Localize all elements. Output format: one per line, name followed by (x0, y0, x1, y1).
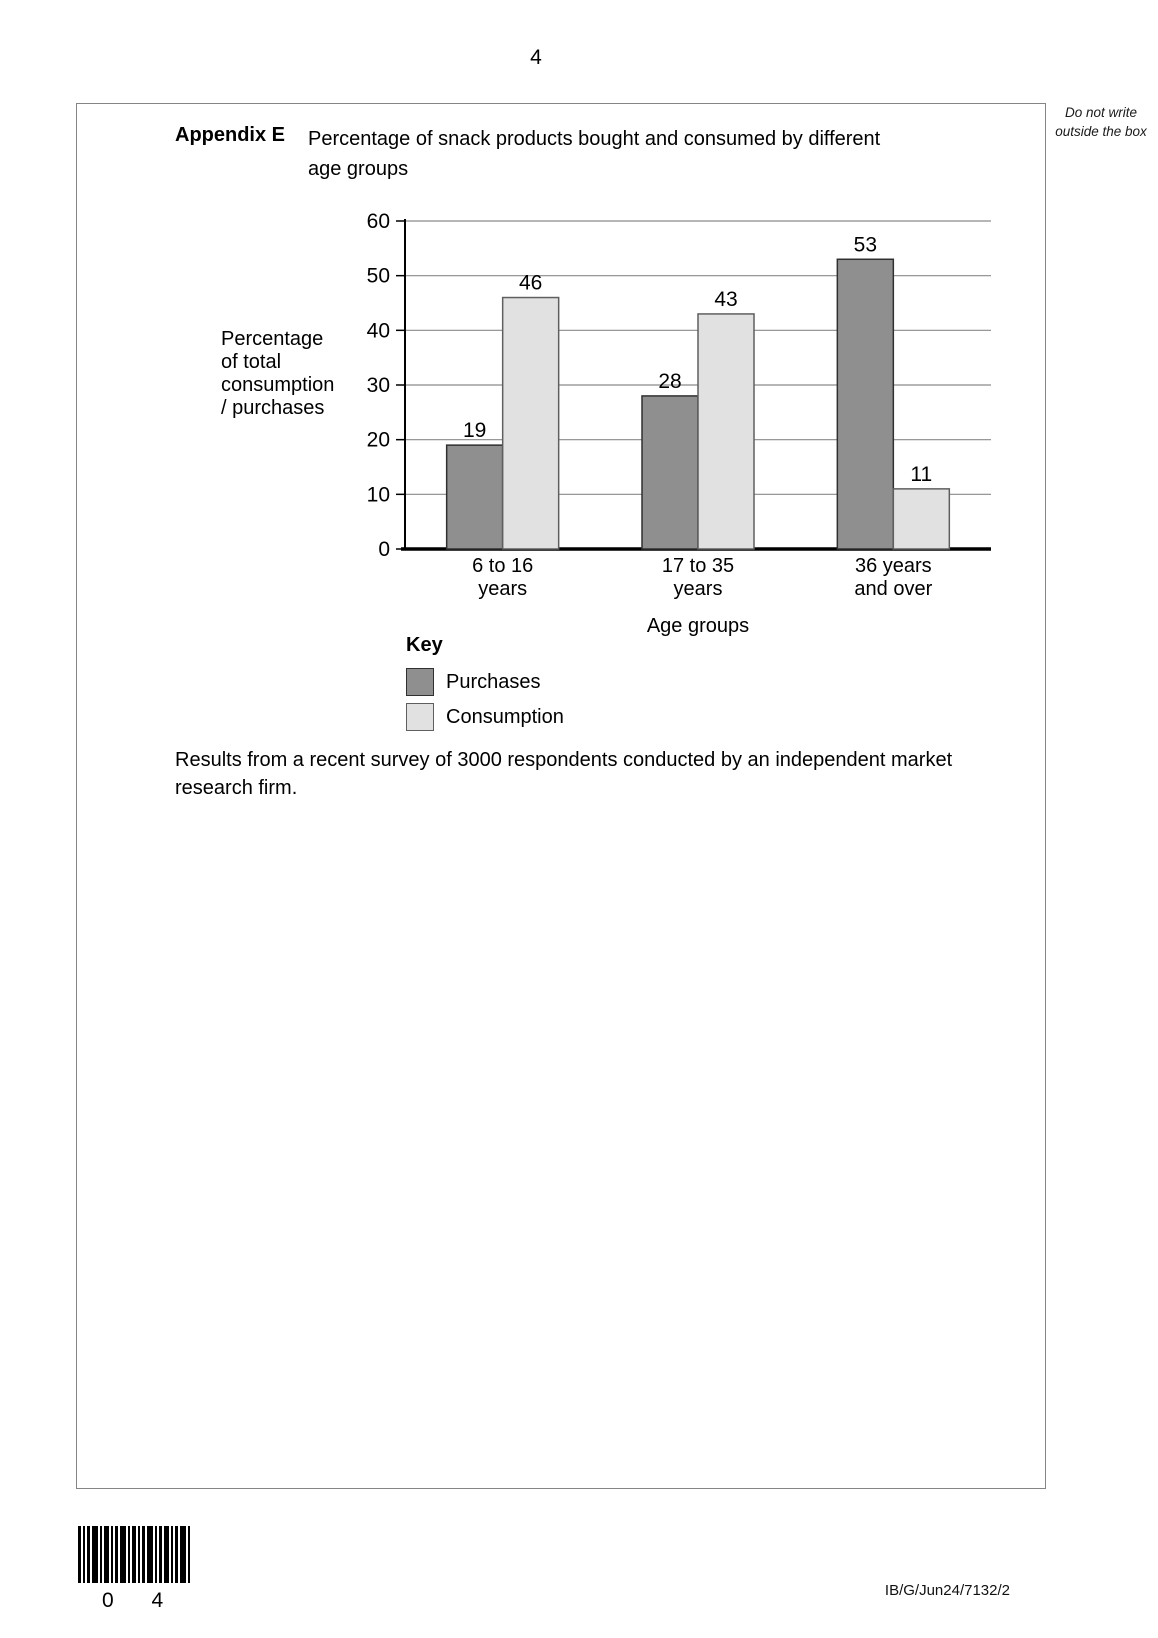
y-tick-label: 40 (366, 319, 390, 343)
bar-purchases-0 (447, 445, 503, 549)
legend-item-consumption (406, 703, 564, 731)
legend-swatch-consumption (406, 703, 434, 731)
bar-value-label: 46 (518, 271, 543, 295)
x-axis-title: Age groups (646, 615, 750, 637)
footer-reference-code: IB/G/Jun24/7132/2 (884, 1582, 1010, 1599)
y-axis-title: consumption (221, 374, 335, 396)
x-tick-label: years (673, 578, 723, 600)
legend-rows (406, 668, 564, 731)
y-tick-label: 20 (366, 428, 390, 452)
barcode-block (78, 1526, 190, 1613)
chart-legend (406, 634, 564, 738)
x-tick-label: 17 to 35 (661, 555, 735, 577)
bar-value-label: 53 (853, 233, 878, 257)
margin-note: Do not write outside the box (1055, 105, 1147, 139)
appendix-label: Appendix E (175, 124, 286, 146)
y-axis-title: Percentage (221, 328, 324, 350)
bar-consumption-0 (503, 298, 559, 549)
y-tick-label: 50 (366, 264, 390, 288)
y-tick-label: 60 (366, 210, 390, 233)
bar-consumption-1 (698, 314, 754, 549)
x-tick-label: 6 to 16 (472, 555, 534, 577)
y-tick-label: 30 (366, 374, 390, 397)
y-tick-label: 10 (366, 483, 390, 507)
legend-item-purchases (406, 668, 564, 696)
content-box (76, 103, 1046, 1489)
barcode (78, 1526, 190, 1583)
survey-note: Results from a recent survey of 3000 respondents conducted by an independent market research firm. (175, 749, 953, 799)
y-axis-title: / purchases (221, 397, 325, 419)
y-axis-title: of total (221, 351, 282, 373)
bar-consumption-2 (893, 489, 949, 549)
bar-purchases-1 (642, 396, 698, 549)
legend-label: Purchases (446, 670, 541, 693)
bar-value-label: 11 (910, 462, 933, 486)
x-tick-label: 36 years (854, 555, 932, 577)
appendix-heading (175, 124, 914, 184)
bar-value-label: 28 (658, 369, 682, 393)
legend-label: Consumption (446, 705, 564, 728)
page-number: 4 (530, 46, 542, 69)
legend-title: Key (406, 634, 443, 656)
bar-purchases-2 (837, 259, 893, 549)
bar-value-label: 43 (714, 287, 738, 311)
legend-swatch-purchases (406, 668, 434, 696)
appendix-title: Percentage of snack products bought and consumed by different age groups (308, 128, 881, 180)
y-tick-label: 0 (378, 538, 390, 561)
x-tick-label: and over (854, 578, 933, 600)
bar-chart (77, 191, 1047, 643)
x-tick-label: years (478, 578, 528, 600)
bar-value-label: 19 (462, 419, 487, 443)
barcode-digits: 0 4 (102, 1589, 180, 1612)
